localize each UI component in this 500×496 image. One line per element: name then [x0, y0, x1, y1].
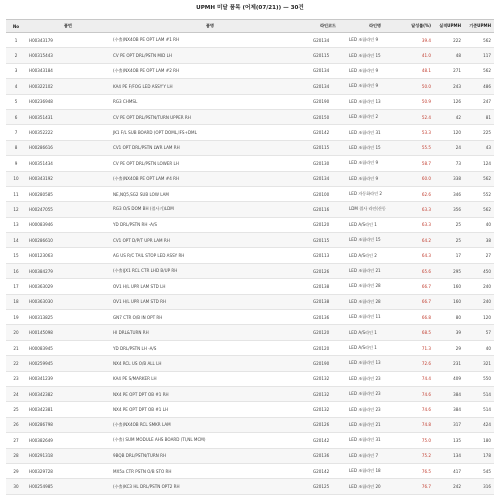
cell-achievement-rate: 64.3 — [404, 248, 434, 263]
cell-part-name: AG US R/C TAIL STOP LED ASSY RH — [110, 248, 310, 263]
cell-part-number: H00363029 — [26, 279, 110, 294]
cell-line-name: LED 조립라인 9 — [346, 171, 404, 186]
cell-line-code: G20126 — [310, 263, 346, 278]
cell-achievement-rate: 48.1 — [404, 63, 434, 78]
cell-line-name: LED 조립라인 15 — [346, 48, 404, 63]
cell-part-name: 9BQB DRL/PSTN/TURN RH — [110, 448, 310, 463]
col-header-rate[interactable]: 달성률(%) — [404, 20, 434, 33]
cell-no: 24 — [6, 386, 26, 401]
cell-part-number: H00280585 — [26, 186, 110, 201]
cell-part-number: H00236948 — [26, 94, 110, 109]
cell-part-number: H00145098 — [26, 325, 110, 340]
cell-part-name: (수출)NX4OB PE OPT LAM #1 RH — [110, 33, 310, 48]
cell-standard-upmh: 486 — [464, 79, 494, 94]
cell-part-number: H00315443 — [26, 48, 110, 63]
cell-no: 22 — [6, 356, 26, 371]
cell-actual-upmh: 271 — [434, 63, 464, 78]
table-row[interactable] — [6, 402, 494, 417]
cell-line-name: LED 조립라인 9 — [346, 79, 404, 94]
cell-line-name: LED A/S라인 2 — [346, 248, 404, 263]
cell-part-name: NE,NQ5,SG2 SUB LOW LAM — [110, 186, 310, 201]
cell-part-name: RG3 O/S DOM BH (접사기)LDM — [110, 202, 310, 217]
cell-standard-upmh: 450 — [464, 263, 494, 278]
cell-line-name: LED 조립라인 13 — [346, 356, 404, 371]
cell-no: 2 — [6, 48, 26, 63]
cell-actual-upmh: 295 — [434, 263, 464, 278]
cell-standard-upmh: 240 — [464, 294, 494, 309]
cell-no: 6 — [6, 109, 26, 124]
cell-line-code: G20132 — [310, 371, 346, 386]
cell-actual-upmh: 231 — [434, 356, 464, 371]
cell-part-number: H00343179 — [26, 33, 110, 48]
cell-line-name: LED 조립라인 11 — [346, 310, 404, 325]
cell-no: 17 — [6, 279, 26, 294]
cell-standard-upmh: 552 — [464, 186, 494, 201]
cell-part-name: (수출)KC3 HL DRL/PSTN OPT2 RH — [110, 479, 310, 494]
cell-no: 30 — [6, 479, 26, 494]
cell-part-name: (수출) SUM MODULE AHS BOARD (TI,NL MCM) — [110, 433, 310, 448]
cell-no: 23 — [6, 371, 26, 386]
cell-no: 12 — [6, 202, 26, 217]
cell-part-name: CV PE OPT DRL/PSTN/TURN UPPER RH — [110, 109, 310, 124]
cell-achievement-rate: 62.6 — [404, 186, 434, 201]
cell-part-number: H00254985 — [26, 479, 110, 494]
cell-standard-upmh: 38 — [464, 233, 494, 248]
cell-line-code: G20120 — [310, 217, 346, 232]
cell-no: 13 — [6, 217, 26, 232]
cell-line-name: LED 조립라인 31 — [346, 433, 404, 448]
cell-line-code: G20113 — [310, 248, 346, 263]
cell-actual-upmh: 243 — [434, 79, 464, 94]
cell-part-name: YD DRL/PSTN RH -A/S — [110, 217, 310, 232]
cell-line-name: LED 조립라인 21 — [346, 417, 404, 432]
cell-achievement-rate: 50.9 — [404, 94, 434, 109]
cell-part-number: H00351431 — [26, 109, 110, 124]
cell-achievement-rate: 74.8 — [404, 417, 434, 432]
cell-line-name: LED 조립라인 15 — [346, 233, 404, 248]
cell-standard-upmh: 321 — [464, 356, 494, 371]
upmh-table — [6, 19, 494, 495]
table-row[interactable] — [6, 94, 494, 109]
cell-no: 5 — [6, 94, 26, 109]
cell-line-code: G20115 — [310, 140, 346, 155]
cell-no: 26 — [6, 417, 26, 432]
cell-part-name: CV1 OPT D/P/T UPR LAM RH — [110, 233, 310, 248]
cell-part-name: YD DRL/PSTN LH -A/S — [110, 340, 310, 355]
table-row[interactable] — [6, 233, 494, 248]
cell-actual-upmh: 39 — [434, 325, 464, 340]
cell-standard-upmh: 562 — [464, 202, 494, 217]
cell-part-number: H00352222 — [26, 125, 110, 140]
cell-part-name: (수출)NX4OB RCL SMKR LAM — [110, 417, 310, 432]
cell-line-name: LED 조립라인 9 — [346, 63, 404, 78]
cell-line-name: LED 조립라인 2 — [346, 109, 404, 124]
table-row[interactable] — [6, 294, 494, 309]
cell-part-number: H00363030 — [26, 294, 110, 309]
cell-standard-upmh: 43 — [464, 140, 494, 155]
cell-no: 16 — [6, 263, 26, 278]
cell-part-number: H00123063 — [26, 248, 110, 263]
table-row[interactable] — [6, 463, 494, 478]
col-header-line[interactable]: 라인명 — [346, 20, 404, 33]
cell-no: 1 — [6, 33, 26, 48]
cell-line-code: G20115 — [310, 48, 346, 63]
cell-part-name: HI DRL&TURN RH — [110, 325, 310, 340]
cell-achievement-rate: 66.7 — [404, 279, 434, 294]
cell-no: 11 — [6, 186, 26, 201]
table-row[interactable] — [6, 279, 494, 294]
col-header-no[interactable]: No — [6, 20, 26, 33]
cell-actual-upmh: 135 — [434, 433, 464, 448]
cell-line-name: LED 조립라인 23 — [346, 386, 404, 401]
page-title: UPMH 미달 품목 (어제(07/21)) — 30건 — [196, 5, 304, 11]
cell-standard-upmh: 316 — [464, 479, 494, 494]
cell-standard-upmh: 178 — [464, 448, 494, 463]
table-row[interactable] — [6, 248, 494, 263]
cell-actual-upmh: 25 — [434, 217, 464, 232]
cell-line-code: G20116 — [310, 202, 346, 217]
cell-achievement-rate: 63.3 — [404, 202, 434, 217]
cell-part-name: OV1 H/L UPR LAM STD RH — [110, 294, 310, 309]
cell-part-number: H00341239 — [26, 371, 110, 386]
cell-achievement-rate: 63.3 — [404, 217, 434, 232]
cell-standard-upmh: 514 — [464, 402, 494, 417]
table-row[interactable] — [6, 186, 494, 201]
cell-actual-upmh: 160 — [434, 279, 464, 294]
cell-line-name: LED 조립라인 18 — [346, 463, 404, 478]
cell-actual-upmh: 317 — [434, 417, 464, 432]
cell-actual-upmh: 25 — [434, 233, 464, 248]
cell-line-name: LED 조립라인 15 — [346, 140, 404, 155]
cell-line-name: LED 조립라인 28 — [346, 279, 404, 294]
col-header-actual[interactable]: 실적UPMH — [434, 20, 464, 33]
cell-line-code: G20115 — [310, 233, 346, 248]
table-row[interactable] — [6, 417, 494, 432]
cell-part-name: CV PE OPT DRL/PSTN MID LH — [110, 48, 310, 63]
table-row[interactable] — [6, 79, 494, 94]
cell-actual-upmh: 417 — [434, 463, 464, 478]
cell-actual-upmh: 80 — [434, 310, 464, 325]
cell-standard-upmh: 562 — [464, 33, 494, 48]
table-row[interactable] — [6, 63, 494, 78]
cell-line-name: LED 조립라인 31 — [346, 125, 404, 140]
cell-achievement-rate: 41.0 — [404, 48, 434, 63]
cell-achievement-rate: 68.5 — [404, 325, 434, 340]
col-header-name[interactable]: 품명 — [110, 20, 310, 33]
cell-line-name: LED 조립라인 20 — [346, 479, 404, 494]
cell-line-code: G20126 — [310, 417, 346, 432]
cell-no: 9 — [6, 156, 26, 171]
cell-actual-upmh: 356 — [434, 202, 464, 217]
cell-part-name: (수출)JX1 RCL CTR LHD B/UP RH — [110, 263, 310, 278]
table-row[interactable] — [6, 202, 494, 217]
cell-achievement-rate: 39.4 — [404, 33, 434, 48]
cell-achievement-rate: 76.5 — [404, 463, 434, 478]
cell-standard-upmh: 545 — [464, 463, 494, 478]
cell-standard-upmh: 240 — [464, 279, 494, 294]
table-row[interactable] — [6, 340, 494, 355]
cell-standard-upmh: 124 — [464, 156, 494, 171]
table-row[interactable] — [6, 356, 494, 371]
cell-part-name: JK1 F/L SUB BOARD (OPT DOML,IFS+DML — [110, 125, 310, 140]
table-row[interactable] — [6, 263, 494, 278]
table-row[interactable] — [6, 171, 494, 186]
cell-actual-upmh: 126 — [434, 94, 464, 109]
cell-part-number: H00259945 — [26, 356, 110, 371]
cell-line-code: G20134 — [310, 171, 346, 186]
cell-no: 21 — [6, 340, 26, 355]
cell-actual-upmh: 242 — [434, 479, 464, 494]
cell-actual-upmh: 48 — [434, 48, 464, 63]
cell-part-name: OV1 H/L UPR LAM STD LH — [110, 279, 310, 294]
cell-part-name: CV1 OPT DRL/PSTN LWR LAM RH — [110, 140, 310, 155]
cell-achievement-rate: 75.2 — [404, 448, 434, 463]
cell-standard-upmh: 120 — [464, 310, 494, 325]
table-row[interactable] — [6, 48, 494, 63]
cell-line-code: G20132 — [310, 386, 346, 401]
table-row[interactable] — [6, 371, 494, 386]
cell-no: 14 — [6, 233, 26, 248]
cell-no: 8 — [6, 140, 26, 155]
cell-part-name: CV PE OPT DRL/PSTN LOWER LH — [110, 156, 310, 171]
cell-no: 19 — [6, 310, 26, 325]
cell-line-code: G20136 — [310, 448, 346, 463]
cell-line-name: LED 조립라인 28 — [346, 294, 404, 309]
table-row[interactable] — [6, 109, 494, 124]
cell-line-name: LED 조립라인 13 — [346, 94, 404, 109]
cell-actual-upmh: 384 — [434, 386, 464, 401]
cell-line-code: G20130 — [310, 156, 346, 171]
cell-achievement-rate: 74.6 — [404, 402, 434, 417]
cell-line-name: LED 조립라인 21 — [346, 263, 404, 278]
cell-actual-upmh: 134 — [434, 448, 464, 463]
cell-no: 15 — [6, 248, 26, 263]
col-header-line-code[interactable]: 라인코드 — [310, 20, 346, 33]
cell-line-code: G20150 — [310, 109, 346, 124]
col-header-std[interactable]: 기준UPMH — [464, 20, 494, 33]
cell-actual-upmh: 338 — [434, 171, 464, 186]
cell-line-code: G20125 — [310, 479, 346, 494]
cell-achievement-rate: 65.6 — [404, 263, 434, 278]
cell-actual-upmh: 73 — [434, 156, 464, 171]
cell-standard-upmh: 247 — [464, 94, 494, 109]
cell-standard-upmh: 562 — [464, 63, 494, 78]
cell-actual-upmh: 160 — [434, 294, 464, 309]
cell-actual-upmh: 346 — [434, 186, 464, 201]
cell-line-name: LED 조립라인 9 — [346, 33, 404, 48]
cell-standard-upmh: 40 — [464, 340, 494, 355]
table-row[interactable] — [6, 125, 494, 140]
cell-line-name: LED A/S라인 1 — [346, 325, 404, 340]
table-row[interactable] — [6, 156, 494, 171]
table-row[interactable] — [6, 217, 494, 232]
cell-part-number: H00329728 — [26, 463, 110, 478]
cell-part-number: H00291318 — [26, 448, 110, 463]
cell-line-code: G20142 — [310, 125, 346, 140]
cell-achievement-rate: 74.6 — [404, 386, 434, 401]
cell-no: 4 — [6, 79, 26, 94]
cell-part-name: (수출)NX4OB PE OPT LAM #4 RH — [110, 171, 310, 186]
table-container — [6, 19, 494, 495]
cell-achievement-rate: 58.7 — [404, 156, 434, 171]
cell-achievement-rate: 66.7 — [404, 294, 434, 309]
cell-actual-upmh: 24 — [434, 140, 464, 155]
cell-part-number: H00351434 — [26, 156, 110, 171]
cell-standard-upmh: 514 — [464, 386, 494, 401]
cell-standard-upmh: 562 — [464, 171, 494, 186]
cell-achievement-rate: 52.4 — [404, 109, 434, 124]
cell-actual-upmh: 222 — [434, 33, 464, 48]
cell-line-code: G20138 — [310, 294, 346, 309]
cell-line-name: LED 조립라인 23 — [346, 402, 404, 417]
table-row[interactable] — [6, 386, 494, 401]
cell-standard-upmh: 225 — [464, 125, 494, 140]
cell-no: 18 — [6, 294, 26, 309]
cell-part-number: H00286616 — [26, 140, 110, 155]
cell-standard-upmh: 40 — [464, 217, 494, 232]
cell-line-code: G20190 — [310, 94, 346, 109]
cell-part-number: H00342382 — [26, 386, 110, 401]
cell-part-number: H00286798 — [26, 417, 110, 432]
cell-part-name: NX4 PE OPT DPT OB #1 RH — [110, 386, 310, 401]
cell-part-number: H00342381 — [26, 402, 110, 417]
table-row[interactable] — [6, 33, 494, 48]
col-header-part[interactable]: 품번 — [26, 20, 110, 33]
cell-line-code: G20100 — [310, 186, 346, 201]
cell-line-name: LED 조립라인 9 — [346, 156, 404, 171]
cell-line-code: G20134 — [310, 33, 346, 48]
cell-standard-upmh: 550 — [464, 371, 494, 386]
cell-line-code: G20136 — [310, 310, 346, 325]
cell-achievement-rate: 75.0 — [404, 433, 434, 448]
cell-no: 25 — [6, 402, 26, 417]
cell-part-name: KA4 PE F/FOG LED ASSY'Y LH — [110, 79, 310, 94]
cell-part-name: NX4 PE OPT DPT OB #1 LH — [110, 402, 310, 417]
cell-line-name: LED 조립라인 7 — [346, 448, 404, 463]
cell-part-number: H00343192 — [26, 171, 110, 186]
cell-achievement-rate: 53.3 — [404, 125, 434, 140]
cell-achievement-rate: 55.5 — [404, 140, 434, 155]
cell-actual-upmh: 42 — [434, 109, 464, 124]
cell-part-number: H00343184 — [26, 63, 110, 78]
cell-line-name: LED A/S라인 1 — [346, 340, 404, 355]
table-row[interactable] — [6, 448, 494, 463]
cell-part-number: H00313825 — [26, 310, 110, 325]
cell-standard-upmh: 180 — [464, 433, 494, 448]
cell-part-name: MX5a CTR PSTN O/B STO RH — [110, 463, 310, 478]
cell-line-name: LDM 접사 라인(산동 — [346, 202, 404, 217]
table-row[interactable] — [6, 479, 494, 494]
cell-actual-upmh: 409 — [434, 371, 464, 386]
cell-standard-upmh: 27 — [464, 248, 494, 263]
table-row[interactable] — [6, 325, 494, 340]
cell-line-code: G20190 — [310, 356, 346, 371]
cell-achievement-rate: 74.4 — [404, 371, 434, 386]
cell-part-number: H00247055 — [26, 202, 110, 217]
cell-achievement-rate: 71.3 — [404, 340, 434, 355]
cell-no: 10 — [6, 171, 26, 186]
cell-part-number: H00083946 — [26, 217, 110, 232]
cell-part-name: KA4 PE S/MARKER LH — [110, 371, 310, 386]
cell-standard-upmh: 57 — [464, 325, 494, 340]
cell-part-name: RG3 CHMSL — [110, 94, 310, 109]
cell-no: 29 — [6, 463, 26, 478]
cell-part-number: H00322102 — [26, 79, 110, 94]
cell-no: 28 — [6, 448, 26, 463]
cell-standard-upmh: 424 — [464, 417, 494, 432]
cell-no: 27 — [6, 433, 26, 448]
cell-standard-upmh: 81 — [464, 109, 494, 124]
cell-no: 20 — [6, 325, 26, 340]
cell-line-name: LED A/S라인 1 — [346, 217, 404, 232]
cell-actual-upmh: 120 — [434, 125, 464, 140]
cell-line-name: LED 자동화라인 2 — [346, 186, 404, 201]
cell-line-code: G20134 — [310, 79, 346, 94]
cell-part-name: NX4 RCL US O/B ALL LH — [110, 356, 310, 371]
cell-part-number: H00384279 — [26, 263, 110, 278]
cell-line-code: G20138 — [310, 279, 346, 294]
cell-line-code: G20120 — [310, 325, 346, 340]
table-row[interactable] — [6, 310, 494, 325]
cell-actual-upmh: 29 — [434, 340, 464, 355]
cell-achievement-rate: 76.7 — [404, 479, 434, 494]
cell-line-code: G20120 — [310, 340, 346, 355]
cell-line-code: G20134 — [310, 63, 346, 78]
cell-achievement-rate: 66.8 — [404, 310, 434, 325]
table-row[interactable] — [6, 140, 494, 155]
cell-line-code: G20142 — [310, 433, 346, 448]
cell-line-name: LED 조립라인 23 — [346, 371, 404, 386]
cell-part-number: H00286610 — [26, 233, 110, 248]
cell-achievement-rate: 60.0 — [404, 171, 434, 186]
cell-part-name: GN7 CTR O/B IN OPT RH — [110, 310, 310, 325]
cell-actual-upmh: 17 — [434, 248, 464, 263]
cell-actual-upmh: 384 — [434, 402, 464, 417]
cell-part-number: H00083945 — [26, 340, 110, 355]
cell-standard-upmh: 117 — [464, 48, 494, 63]
table-row[interactable] — [6, 433, 494, 448]
table-header-row — [6, 20, 494, 33]
cell-no: 7 — [6, 125, 26, 140]
cell-achievement-rate: 50.0 — [404, 79, 434, 94]
cell-part-number: H00382649 — [26, 433, 110, 448]
cell-no: 3 — [6, 63, 26, 78]
cell-achievement-rate: 64.2 — [404, 233, 434, 248]
cell-line-code: G20132 — [310, 402, 346, 417]
cell-line-code: G20142 — [310, 463, 346, 478]
table-body — [6, 33, 494, 495]
cell-achievement-rate: 72.6 — [404, 356, 434, 371]
cell-part-name: (수출)NX4OB PE OPT LAM #2 RH — [110, 63, 310, 78]
